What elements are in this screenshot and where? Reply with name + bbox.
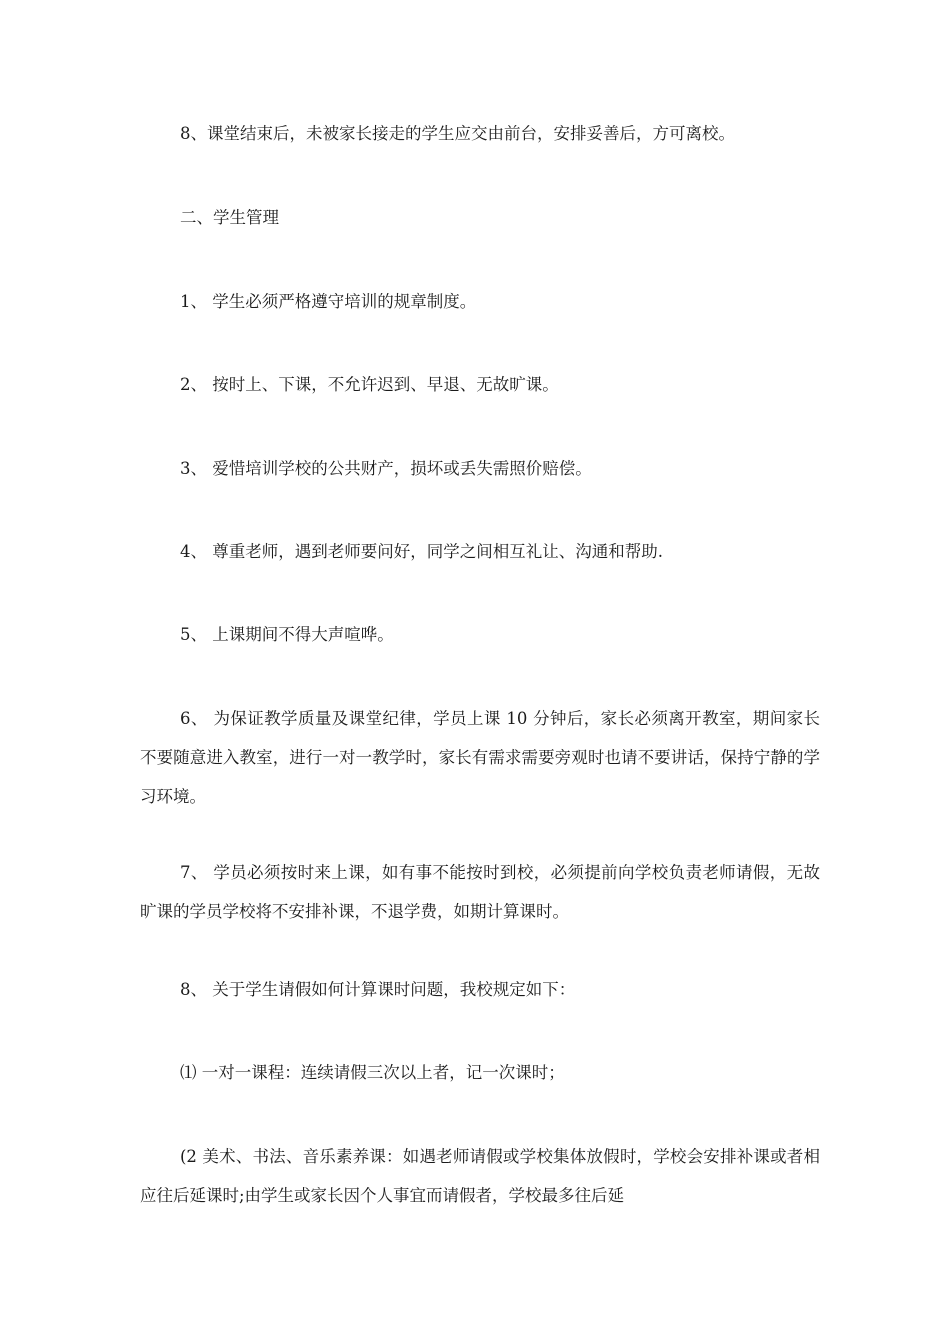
paragraph-rule-1: 1、 学生必须严格遵守培训的规章制度。 [180, 292, 477, 311]
paragraph-rule-7: 7、 学员必须按时来上课，如有事不能按时到校，必须提前向学校负责老师请假，无故旷课的学员学校将不安排补课，不退学费，如期计算课时。 [140, 863, 820, 921]
section-heading-student-management: 二、学生管理 [180, 208, 279, 227]
paragraph-rule-5: 5、 上课期间不得大声喧哗。 [180, 625, 394, 644]
paragraph-rule-8-item-2: (2 美术、书法、音乐素养课：如遇老师请假或学校集体放假时，学校会安排补课或者相应往后延课时;由学生或家长因个人事宜而请假者，学校最多往后延 [140, 1147, 820, 1205]
paragraph-class-dismissal: 8、课堂结束后，未被家长接走的学生应交由前台，安排妥善后，方可离校。 [180, 124, 735, 143]
paragraph-rule-4: 4、 尊重老师，遇到老师要问好，同学之间相互礼让、沟通和帮助. [180, 542, 663, 561]
paragraph-rule-2: 2、 按时上、下课，不允许迟到、早退、无故旷课。 [180, 375, 559, 394]
paragraph-rule-3: 3、 爱惜培训学校的公共财产，损坏或丢失需照价赔偿。 [180, 459, 592, 478]
paragraph-rule-6: 6、 为保证教学质量及课堂纪律，学员上课 10 分钟后，家长必须离开教室，期间家长不要随意进入教室，进行一对一教学时，家长有需求需要旁观时也请不要讲话，保持宁静的学习环境。 [140, 709, 820, 806]
paragraph-rule-8-item-1: ⑴ 一对一课程：连续请假三次以上者，记一次课时； [180, 1063, 565, 1082]
paragraph-rule-8: 8、 关于学生请假如何计算课时问题，我校规定如下： [180, 980, 576, 999]
